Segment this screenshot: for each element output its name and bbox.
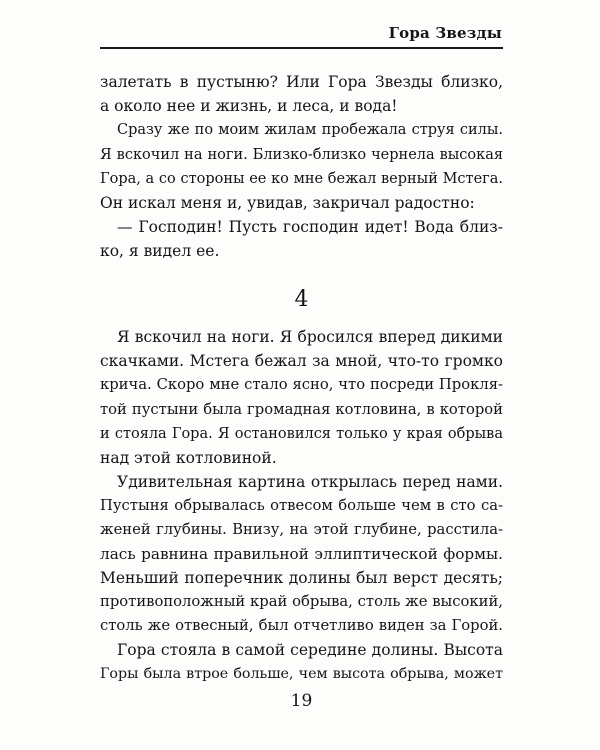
text-line: скачками. Мстега бежал за мной, что-то громко	[100, 352, 503, 370]
text-line: над этой котловиной.	[100, 449, 277, 467]
text-line: залетать в пустыню? Или Гора Звезды близко,	[100, 73, 503, 91]
text-line: столь же отвесный, был отчетливо виден за Горой.	[100, 617, 503, 634]
text-line: и стояла Гора. Я остановился только у края обрыва	[100, 426, 503, 442]
text-line: противоположный край обрыва, столь же высокий,	[100, 593, 503, 610]
text-line: Я вскочил на ноги. Я бросился вперед дикими	[117, 328, 503, 346]
text-line: Удивительная картина открылась перед нами.	[117, 473, 503, 491]
text-line: крича. Скоро мне стало ясно, что посреди Прокля-	[100, 376, 503, 393]
chapter-number: 4	[294, 287, 309, 312]
text-line: Гора, а со стороны ее ко мне бежал верный Мстега.	[100, 171, 503, 187]
text-line: Я вскочил на ноги. Близко-близко чернела высокая	[100, 147, 503, 163]
text-line: ко, я видел ее.	[100, 242, 220, 260]
page-number: 19	[290, 691, 313, 711]
text-line: Меньший поперечник долины был верст десять;	[100, 569, 503, 587]
header-rule	[100, 47, 503, 49]
text-line: женей глубины. Внизу, на этой глубине, расстила-	[100, 521, 503, 538]
text-line: Гора стояла в самой середине долины. Высота	[117, 641, 503, 659]
text-line: Пустыня обрывалась отвесом больше чем в сто са-	[100, 497, 503, 514]
running-head: Гора Звезды	[388, 24, 502, 42]
text-line: Горы была втрое больше, чем высота обрыва, может	[100, 666, 503, 682]
text-line: а около нее и жизнь, и леса, и вода!	[100, 97, 398, 115]
text-line: — Господин! Пусть господин идет! Вода близ-	[117, 218, 503, 236]
text-line: той пустыни была громадная котловина, в которой	[100, 401, 503, 418]
text-line: Он искал меня и, увидав, закричал радостно:	[100, 194, 475, 212]
text-line: Сразу же по моим жилам пробежала струя силы.	[117, 122, 503, 138]
text-line: лась равнина правильной эллиптической формы.	[100, 545, 503, 563]
